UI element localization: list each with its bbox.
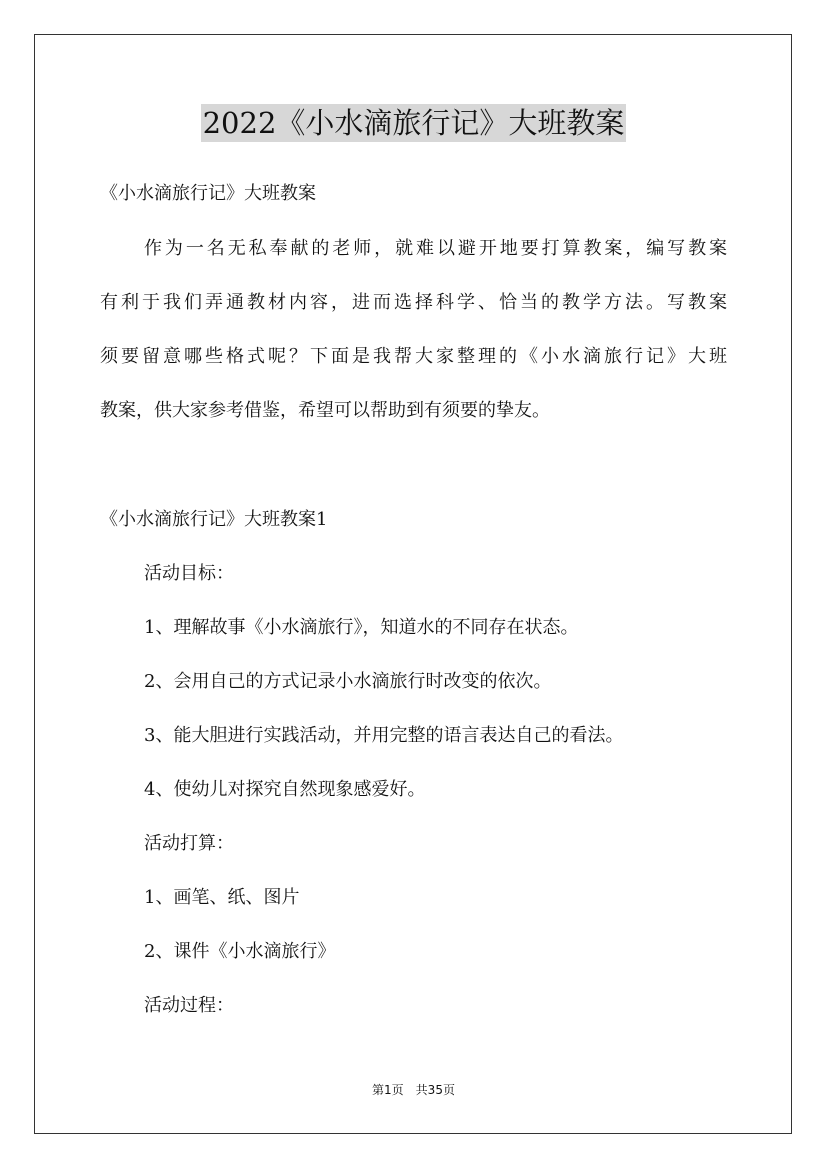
goal-item-3: 3、能大胆进行实践活动，并用完整的语言表达自己的看法。 — [144, 725, 624, 746]
goal-item-2: 2、会用自己的方式记录小水滴旅行时改变的依次。 — [144, 671, 552, 692]
prep-heading: 活动打算： — [144, 833, 234, 854]
intro-line-4: 教案，供大家参考借鉴，希望可以帮助到有须要的挚友。 — [100, 400, 550, 421]
document-title: 2022《小水滴旅行记》大班教案 — [202, 106, 625, 140]
document-subtitle: 《小水滴旅行记》大班教案 — [100, 183, 316, 204]
process-heading: 活动过程： — [144, 995, 234, 1016]
intro-line-2: 有利于我们弄通教材内容，进而选择科学、恰当的教学方法。写教案 — [100, 292, 727, 313]
goal-item-4: 4、使幼儿对探究自然现象感爱好。 — [144, 779, 426, 800]
intro-line-3: 须要留意哪些格式呢？下面是我帮大家整理的《小水滴旅行记》大班 — [100, 346, 727, 367]
goal-item-1: 1、理解故事《小水滴旅行》，知道水的不同存在状态。 — [144, 617, 579, 638]
section-heading: 《小水滴旅行记》大班教案1 — [100, 509, 328, 530]
intro-line-1: 作为一名无私奉献的老师，就难以避开地要打算教案，编写教案 — [144, 238, 727, 259]
goals-heading: 活动目标： — [144, 563, 234, 584]
prep-item-2: 2、课件《小水滴旅行》 — [144, 941, 336, 962]
page-footer: 第1页 共35页 — [372, 1083, 455, 1097]
prep-item-1: 1、画笔、纸、图片 — [144, 887, 300, 908]
title-container — [0, 104, 827, 142]
